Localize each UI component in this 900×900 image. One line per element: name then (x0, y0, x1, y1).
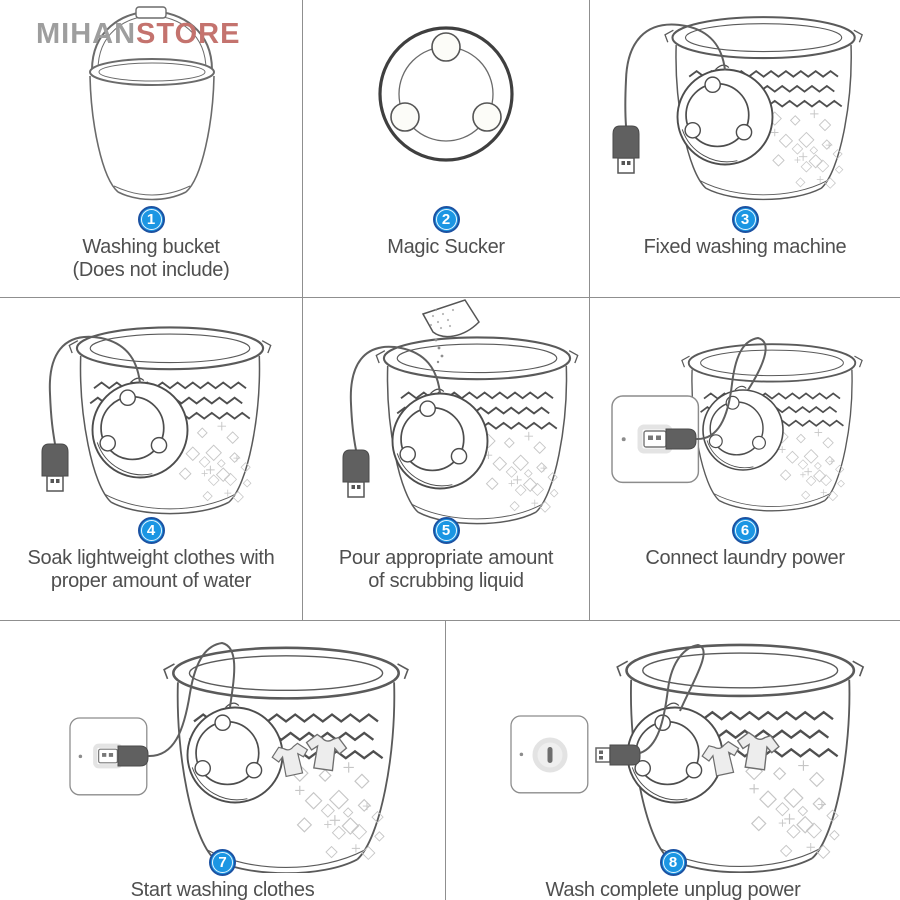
step-8-caption (446, 849, 900, 900)
caption-line-1: Magic Sucker (387, 236, 505, 258)
washer-device-icon (678, 65, 773, 164)
row-3 (0, 621, 900, 900)
unplugged-usb-plug-icon (596, 745, 640, 765)
caption-line-2: (Does not include) (72, 259, 230, 281)
step-4-number-badge (138, 517, 165, 544)
step-number: 1 (146, 211, 156, 228)
step-1-caption (0, 206, 302, 282)
round-socket-icon (535, 740, 565, 770)
step-2-cell (303, 0, 590, 298)
step-number: 2 (441, 211, 451, 228)
bucket-body-icon (90, 59, 214, 200)
step-6-caption (590, 517, 900, 570)
step-2-caption (303, 206, 589, 259)
connect-power-illustration (590, 300, 890, 514)
caption-line-1: Soak lightweight clothes with (27, 547, 275, 569)
step-4-caption (0, 517, 302, 593)
store-watermark (36, 18, 240, 51)
caption-line-2: of scrubbing liquid (368, 570, 524, 592)
store-watermark-red: STORE (136, 18, 241, 50)
step-8-number-badge (660, 849, 687, 876)
start-washing-illustration (0, 621, 440, 873)
caption-line-1: Connect laundry power (645, 547, 845, 569)
step-7-number-badge (209, 849, 236, 876)
step-6-cell (590, 298, 900, 621)
step-number: 4 (146, 522, 156, 539)
step-3-caption (590, 206, 900, 259)
usb-plug-icon (118, 746, 148, 766)
step-number: 8 (668, 854, 678, 871)
step-2-number-badge (433, 206, 460, 233)
caption-line-1: Pour appropriate amount (338, 547, 554, 569)
usb-plug-icon (613, 126, 639, 173)
step-number: 6 (740, 522, 750, 539)
step-8-cell (446, 621, 900, 900)
store-watermark-gray: MIHAN (36, 18, 137, 50)
caption-line-1: Fixed washing machine (643, 236, 847, 258)
step-1-number-badge (138, 206, 165, 233)
washer-device-icon (93, 378, 188, 477)
row-2 (0, 298, 900, 621)
step-7-cell (0, 621, 446, 900)
soak-clothes-illustration (4, 314, 294, 526)
step-3-cell (590, 0, 900, 298)
step-5-caption (303, 517, 589, 593)
magic-sucker-illustration (360, 12, 532, 180)
pour-liquid-illustration (305, 298, 595, 526)
caption-line-1: Start washing clothes (130, 879, 315, 900)
usb-plug-icon (666, 429, 696, 449)
washer-device-icon (393, 389, 488, 488)
step-number: 5 (441, 522, 451, 539)
usb-plug-icon (343, 450, 369, 497)
step-7-caption (0, 849, 445, 900)
step-number: 3 (740, 211, 750, 228)
step-6-number-badge (732, 517, 759, 544)
caption-line-1: Wash complete unplug power (545, 879, 801, 900)
unplug-power-illustration (446, 621, 900, 873)
usb-port-icon (95, 746, 121, 766)
usb-plug-icon (42, 444, 68, 491)
step-number: 7 (218, 854, 227, 871)
caption-line-2: proper amount of water (50, 570, 252, 592)
step-5-number-badge (433, 517, 460, 544)
suction-disc-icon (380, 28, 512, 160)
caption-line-1: Washing bucket (82, 236, 220, 258)
step-3-number-badge (732, 206, 759, 233)
washer-device-icon (188, 703, 283, 802)
fixed-machine-illustration (600, 2, 880, 210)
step-5-cell (303, 298, 590, 621)
step-4-cell (0, 298, 303, 621)
